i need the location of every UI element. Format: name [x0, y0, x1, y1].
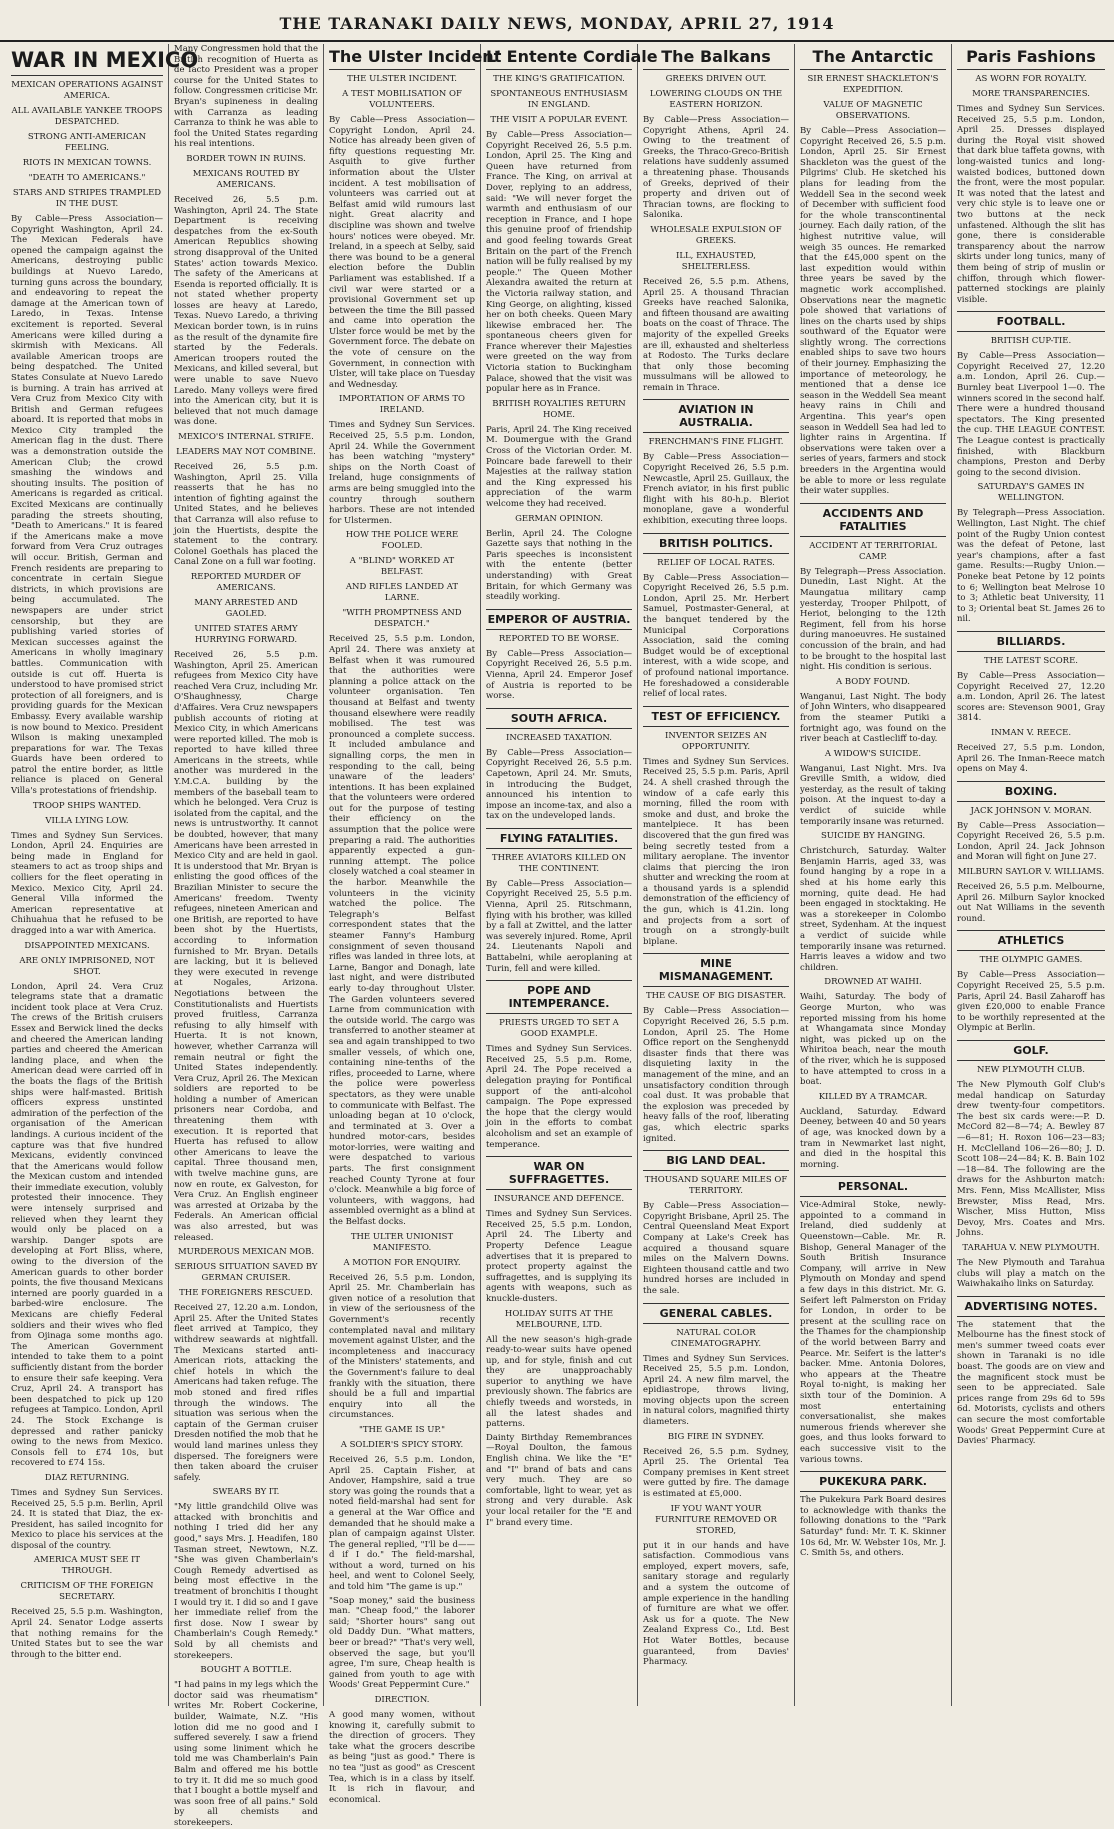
subhead: SERIOUS SITUATION SAVED BY GERMAN CRUISER.: [174, 1262, 318, 1284]
subhead: GREEKS DRIVEN OUT.: [665, 74, 767, 84]
section-heading: MINE MISMANAGEMENT.: [643, 953, 789, 987]
article-body: Times and Sydney Sun Services. London, April 24. Enquiries are being made in England for steamers to act as troop ships and colliers for the fleet operating in Mexico. Mexico City, April 24. General Villa informed the American representative at Chihuahua that he refused to be dragged into a war with America.: [11, 830, 163, 936]
section-heading: ACCIDENTS AND FATALITIES: [800, 503, 946, 537]
subhead: BOUGHT A BOTTLE.: [200, 1665, 292, 1676]
subhead: KILLED BY A TRAMCAR.: [818, 1091, 928, 1102]
subhead: THE FOREIGNERS RESCUED.: [179, 1288, 313, 1299]
subhead: DROWNED AT WAIHI.: [824, 977, 922, 988]
subhead: THOUSAND SQUARE MILES OF TERRITORY.: [644, 1175, 788, 1197]
section-heading: GOLF.: [957, 1040, 1105, 1061]
subhead: "WITH PROMPTNESS AND DESPATCH.": [342, 608, 462, 630]
subhead: MEXICAN OPERATIONS AGAINST AMERICA.: [11, 80, 163, 101]
article-body: Received 26, 5.5 p.m. Sydney, April 25. The Oriental Tea Company premises in Kent street were gutted by fire. The damage is estimated at £5,000.: [643, 1446, 789, 1500]
article-body: By Cable—Press Association—Copyright Received 27, 12.20 a.m. London, April 26. Cup.—Burnley beat Liverpool 1—0. The winners scored in the second half. There were a hundred thousand spectators. The King presented the cup. THE LEAGUE CONTEST. The League contest is practically finished, with Blackburn champions, Preston and Derby going to the second division.: [957, 351, 1105, 478]
article-body: Paris, April 24. The King received M. Doumergue with the Grand Cross of the Victorian Order. M. Poincare bade farewell to their Majesties at the railway station and the King expressed his appreciation of the warm welcome they had received.: [486, 424, 632, 509]
article-body: The Pukekura Park Board desires to acknowledge with thanks the following donations to the "Park Saturday" fund: Mr. T. K. Skinner 10s 6d, Mr. W. Webster 10s, Mr. J. C. Smith 5s, and others.: [800, 1495, 946, 1559]
subhead: RIOTS IN MEXICAN TOWNS.: [22, 158, 152, 168]
subhead: MURDEROUS MEXICAN MOB.: [177, 1247, 315, 1258]
subhead: A TEST MOBILISATION OF VOLUNTEERS.: [342, 89, 462, 110]
advertisement: All the new season's high-grade ready-to-wear suits have opened up, and for style, finish and cut they are unapproachably superior to anything we have previously shown. The fabrics are chiefly tweeds and worsteds, in all the latest shades and patterns.: [486, 1334, 632, 1430]
article-body: By Cable—Press Association—Copyright Received 26, 5.5 p.m. Newcastle, April 25. Guillaux, the French aviator, in his first public flight with his 80-h.p. Bleriot monoplane, gave a wonderful exhibition, executing three loops.: [643, 452, 789, 527]
subhead: THE ULSTER INCIDENT.: [347, 74, 457, 84]
section-heading: BIG LAND DEAL.: [643, 1150, 789, 1171]
article-body: London, April 24. Vera Cruz telegrams state that a dramatic incident took place at Vera Cruz. The crews of the British cruisers Essex and Berwick lined the decks and cheered the American landing parties and cheered the American landing place, and when the American dead were carried off in the boats the flags of the British ships were half-masted. British officers express unstinted admiration of the perfection of the organisation of the American landings. A curious incident of the capture was that five hundred Mexicans, evidently convinced that the Americans would follow the Mexican custom and intended their immediate execution, volubly protested their innocence. They were intensely surprised and relieved when they learnt they would only be placed on a warship. Danger spots are developing at Fort Bliss, where, owing to the diversion of the American guards to other border points, the five thousand Mexicans interned are poorly guarded in a barbed-wire enclosure. The Mexicans are chiefly Federal soldiers and their wives who fled from Ojinaga some months ago. The American Government intended to take them to a point sufficiently distant from the border to ensure their safe keeping. Vera Cruz, April 24. A transport has been despatched to pick up 120 refugees at Tampico. London, April 24. The Stock Exchange is depressed and rather panicky owing to the news from Mexico. Consols fell to £74 10s, but recovered to £74 15s.: [11, 981, 163, 1469]
article-body: By Cable—Press Association—Copyright Received 26, 5.5 p.m. London, April 25. The Home Office report on the Senghenydd disaster finds that there was disquieting laxity in the management of the mine, and an unsatisfactory condition through coal dust. It was probable that the explosion was preceded by heavy falls of the roof, liberating gas, which electric sparks ignited.: [643, 1006, 789, 1144]
subhead: SUICIDE BY HANGING.: [820, 831, 926, 842]
article-body: By Cable—Press Association—Copyright Received 26, 5.5 p.m. Vienna, April 24. Emperor Josef of Austria is reported to be worse.: [486, 648, 632, 702]
subhead: SATURDAY'S GAMES IN WELLINGTON.: [977, 482, 1085, 504]
article-body: Many Congressmen hold that the British recognition of Huerta as de facto President was a proper course for the United States to follow. Congressmen criticise Mr. Bryan's supineness in dealing with Carranza as leading Carranza to think he was able to fool the United States regarding his real intentions.: [174, 44, 318, 150]
section-heading: TEST OF EFFICIENCY.: [643, 706, 789, 727]
subhead: TARAHUA V. NEW PLYMOUTH.: [962, 1242, 1100, 1253]
article-body: "I had pains in my legs which the doctor said was rheumatism" writes Mr. Robert Cockerine, builder, Waimate, N.Z. "His lotion did me no good and I suffered severely. I saw a friend using some liniment which he told me was Chamberlain's Pain Balm and offered me his bottle to try it. It did me so much good that I bought a bottle myself and was soon free of all pains." Sold by all chemists and storekeepers.: [174, 1680, 318, 1828]
subhead: THREE AVIATORS KILLED ON THE CONTINENT.: [491, 852, 627, 874]
column-paris-fashions: [952, 44, 1110, 1706]
subhead: SPONTANEOUS ENTHUSIASM IN ENGLAND.: [490, 89, 628, 110]
subhead: TROOP SHIPS WANTED.: [32, 800, 142, 811]
subhead: BORDER TOWN IN RUINS.: [186, 153, 306, 164]
section-heading: FLYING FATALITIES.: [486, 828, 632, 849]
subhead: SIR ERNEST SHACKLETON'S EXPEDITION.: [807, 74, 939, 95]
subhead: UNITED STATES ARMY HURRYING FORWARD.: [194, 623, 298, 645]
headline-war-in-mexico: WAR IN MEXICO: [11, 44, 163, 76]
article-body: Received 26, 5.5 p.m. London, April 25. Mr. Chamberlain has given notice of a resolution that in view of the seriousness of the Government's recently contemplated naval and military movement against Ulster, and the incompleteness and inaccuracy of the Ministers' statements, and the Government's failure to deal frankly with the situation, there should be a full and impartial enquiry into all the circumstances.: [329, 1272, 475, 1421]
subhead: "THE GAME IS UP.": [358, 1424, 446, 1435]
subhead: SWEARS BY IT.: [212, 1487, 280, 1498]
subhead: BIG FIRE IN SYDNEY.: [667, 1431, 765, 1442]
subhead: DIAZ RETURNING.: [44, 1472, 130, 1483]
section-heading: PERSONAL.: [800, 1176, 946, 1197]
headline-entente-cordiale: L' Entente Cordiale: [486, 44, 632, 70]
article-body: The New Plymouth Golf Club's medal handicap on Saturday drew twenty-four competitors. The best six cards were:—P. D. McCord 82—8—74; A. Bewley 87—6—81; H. Roxon 106—23—83; H. McClelland 106—26—80; J. D. Scott 108—24—84; K. B. Bain 102—18—84. The following are the draws for the Ashburton match: Mrs. Fenn, Miss McAllister, Miss Brewster, Miss Read, Mrs. Wischer, Miss Hutton, Miss Devoy, Mrs. Coates and Mrs. Johns.: [957, 1080, 1105, 1239]
article-body: By Cable—Press Association—Copyright Received 25, 5.5 p.m. Paris, April 24. Basil Zaharoff has given £20,000 to enable France to be worthily represented at the Olympic at Berlin.: [957, 970, 1105, 1034]
subhead: REPORTED TO BE WORSE.: [498, 633, 620, 644]
columns: [6, 44, 1110, 1828]
advertisement: put it in our hands and have satisfaction. Commodious vans employed, expert movers, safe, sanitary storage and regularly and a system the outcome of ample experience in the handling of furniture are what we offer. Ask us for a quote. The New Zealand Express Co., Ltd. Best Hot Water Bottles, because guaranteed, from Davies' Pharmacy.: [643, 1540, 789, 1668]
section-heading: BILLIARDS.: [957, 631, 1105, 652]
article-body: Times and Sydney Sun Services. Received 25, 5.5 p.m. London, April 24. While the Government has been watching "mystery" ships on the North Coast of Ireland, huge consignments of arms are being smuggled into the country through southern harbors. These are not intended for Ulstermen.: [329, 420, 475, 526]
section-heading: ATHLETICS: [957, 930, 1105, 951]
article-body: Vice-Admiral Stoke, newly-appointed to a command in Ireland, died suddenly at Queenstown—Cable. Mr. R. Bishop, General Manager of the South British Insurance Company, will arrive in New Plymouth on Monday and spend a few days in this district. Mr. G. Seifert left Palmerston on Friday for London, in order to be present at the sculling race on the Thames for the championship of the world between Barry and Pearce. Mr. Seifert is the latter's backer. Mme. Antonia Dolores, who appears at the Theatre Royal to-night, is making her sixth tour of the Dominion. A most entertaining conversationalist, she makes numerous friends wherever she goes, and thus looks forward to each successive visit to the various towns.: [800, 1200, 946, 1465]
subhead: MEXICANS ROUTED BY AMERICANS.: [192, 168, 300, 190]
subhead: THE CAUSE OF BIG DISASTER.: [645, 991, 787, 1002]
article-body: Received 26, 5.5 p.m. Athens, April 25. A thousand Thracian Greeks have reached Salonika, and fifteen thousand are awaiting boats on the coast of Thrace. The majority of the expelled Greeks are ill, exhausted and shelterless at Rodosto. The Turks declare that only those becoming mussulmans will be allowed to remain in Thrace.: [643, 276, 789, 393]
subhead: PRIESTS URGED TO SET A GOOD EXAMPLE.: [499, 1018, 619, 1040]
subhead: BRITISH CUP-TIE.: [990, 336, 1072, 347]
subhead: THE LATEST SCORE.: [984, 655, 1078, 666]
subhead: INMAN V. REECE.: [990, 727, 1072, 738]
article-body: Times and Sydney Sun Services. Received 25, 5.5 p.m. London, April 24. A new film marvel, the epidiastrope, throws living, moving objects upon the screen in natural colors, magnified thirty diameters.: [643, 1353, 789, 1428]
subhead: THE KING'S GRATIFICATION.: [493, 74, 625, 84]
subhead: LEADERS MAY NOT COMBINE.: [176, 447, 316, 457]
subhead: A SOLDIER'S SPICY STORY.: [340, 1439, 464, 1450]
section-heading: AVIATION IN AUSTRALIA.: [643, 399, 789, 433]
article-body: By Cable—Press Association—Copyright Received 26, 5.5 p.m. London, April 25. Sir Ernest Shackleton was the guest of the Pilgrims' Club. He sketched his plans for leading from the Weddell Sea in the second week of December with sufficient food for the whole transcontinental journey. Each daily ration, of the highest nutritive value, will weigh 35 ounces. He remarked that the £45,000 spent on the last expedition would within three years be saved by the magnetic work accomplished. Observations near the magnetic pole showed that variations of lines on the charts used by ships southward of the Equator were slightly wrong. The corrections enabled ships to save two hours of their journey. Emphasizing the importance of meteorology, he mentioned that a dense ice season in the Weddell Sea meant heavy rains in Chili and Argentina. This year's open season in Weddell Sea had led to lighter rains in Argentina. If observations were taken over a series of years, farmers and stock breeders in the Argentina would be able to more or less regulate their water supplies.: [800, 126, 946, 497]
subhead: ARE ONLY IMPRISONED, NOT SHOT.: [19, 955, 155, 977]
subhead: INCREASED TAXATION.: [506, 732, 612, 743]
subhead: ACCIDENT AT TERRITORIAL CAMP.: [809, 540, 937, 562]
subhead: STRONG ANTI-AMERICAN FEELING.: [27, 132, 147, 153]
subhead: CRITICISM OF THE FOREIGN SECRETARY.: [20, 1581, 154, 1603]
article-body: Received 27, 12.20 a.m. London, April 25. After the United States fleet arrived at Tampico, they withdrew seawards at nightfall. The Mexicans started anti-American riots, attacking the chief hotels in which the Americans had taken refuge. The mob stoned and fired rifles through the windows. The situation was serious when the captain of the German cruiser Dresden notified the mob that he would land marines unless they dispersed. The foreigners were then taken aboard the cruiser safely.: [174, 1303, 318, 1483]
article-body: By Cable—Press Association—Copyright Received 26, 5.5 p.m. London, April 24. Jack Johnson and Moran will fight on June 27.: [957, 820, 1105, 863]
subhead: JACK JOHNSON V. MORAN.: [970, 805, 1092, 816]
section-heading: SOUTH AFRICA.: [486, 708, 632, 729]
subhead: AMERICA MUST SEE IT THROUGH.: [33, 1555, 141, 1577]
section-heading: BRITISH POLITICS.: [643, 533, 789, 554]
subhead: WHOLESALE EXPULSION OF GREEKS.: [650, 224, 782, 246]
article-body: By Telegraph—Press Association. Wellington, Last Night. The chief point of the Rugby Union contest was the defeat of Petone, last year's champions, after a fast game. Results:—Rugby Union.—Poneke beat Petone by 12 points to 6; Wellington beat Melrose 10 to 3; Athletic beat University, 11 to 3; Oriental beat St. James 26 to nil.: [957, 508, 1105, 625]
article-body: Christchurch, Saturday. Walter Benjamin Harris, aged 33, was found hanging by a rope in a shed at his home early this morning, quite dead. He had been engaged in stocktaking. He was a storekeeper in Colombo street, Sydenham. At the inquest a verdict of suicide while temporarily insane was returned. Harris leaves a widow and two children.: [800, 846, 946, 973]
advertisement: The statement that the Melbourne has the finest stock of men's summer tweed coats ever shown in Taranaki is no idle boast. The goods are on view and the magnificent stock must be seen to be appreciated. Sale prices range from 29s 6d to 59s 6d. Motorists, cyclists and others can secure the most comfortable Woods' Great Peppermint Cure at Davies' Pharmacy.: [957, 1319, 1105, 1447]
article-body: Received 27, 5.5 p.m. London, April 26. The Inman-Reece match opens on May 4.: [957, 742, 1105, 775]
subhead: MILBURN SAYLOR V. WILLIAMS.: [957, 867, 1105, 878]
subhead: AND RIFLES LANDED AT LARNE.: [345, 582, 459, 604]
column-mexico-continued: [169, 44, 324, 1828]
subhead: THE VISIT A POPULAR EVENT.: [490, 115, 628, 125]
article-body: By Cable—Press Association—Copyright Received 27, 12.20 a.m. London, April 26. The latest scores are: Stevenson 9001, Gray 3814.: [957, 670, 1105, 724]
article-body: By Telegraph—Press Association. Dunedin, Last Night. At the Maungatua military camp yesterday, Trooper Philpott, of Heriot, belonging to the 12th Regiment, fell from his horse during manoeuvres. He sustained concussion of the brain, and had to be brought to the hospital last night. His condition is serious.: [800, 566, 946, 673]
article-body: Times and Sydney Sun Services. Received 25, 5.5 p.m. Berlin, April 24. It is stated that Diaz, the ex-President, has sailed incognito for Mexico to place his services at the disposal of the country.: [11, 1487, 163, 1551]
section-heading: EMPEROR OF AUSTRIA.: [486, 609, 632, 630]
column-war-in-mexico: [6, 44, 199, 1706]
masthead-title: THE TARANAKI DAILY NEWS, MONDAY, APRIL 27, 1914: [279, 14, 835, 33]
article-body: By Cable—Press Association—Copyright Brisbane, April 25. The Central Queensland Meat Export Company at Lake's Creek has acquired a thousand square miles on the Malvern Downs. Eighteen thousand cattle and two hundred horses are included in the sale.: [643, 1201, 789, 1296]
advertisement: "Soap money," said the business man. "Cheap food," the laborer said; "Shorter hours" sang out old Daddy Dun. "What matters, beer or bread?" "That's very well, observed the sage, but you'll agree, I'm sure, Cheap health is gained from youth to age with Woods' Great Peppermint Cure.": [329, 1595, 475, 1691]
article-body: Times and Sydney Sun Services. Received 25, 5.5 p.m. Rome, April 24. The Pope received a delegation praying for Pontifical support of the anti-alcohol campaign. The Pope expressed the hope that the clergy would join in the efforts to combat alcoholism and set an example of temperance.: [486, 1044, 632, 1150]
subhead: HOW THE POLICE WERE FOOLED.: [345, 530, 459, 552]
subhead: THE ULTER UNIONIST MANIFESTO.: [350, 1231, 454, 1253]
subhead: DIRECTION.: [374, 1695, 430, 1705]
subhead: THE OLYMPIC GAMES.: [979, 955, 1083, 966]
subhead: INSURANCE AND DEFENCE.: [493, 1194, 625, 1205]
article-body: Times and Sydney Sun Services. Received 25, 5.5 p.m. London, April 25. Dresses displayed during the Royal visit showed that dark blue taffeta gowns, with long-waisted tunics and long-waisted bodices, buttoned down the front, were the most popular. It was noted that the latest and very chic style is to leave one or two buttons at the neck unfastened. Although the slit has gone, there is considerable transparency about the narrow skirts under long tunics, many of them being of strip of muslin or chiffon, through which flower-patterned stockings are plainly visible.: [957, 104, 1105, 305]
subhead: INVENTOR SEIZES AN OPPORTUNITY.: [665, 730, 767, 752]
subhead: GERMAN OPINION.: [515, 513, 603, 524]
subhead: REPORTED MURDER OF AMERICANS.: [190, 571, 302, 593]
headline-antarctic: The Antarctic: [800, 44, 946, 70]
subhead: A WIDOW'S SUICIDE.: [824, 748, 922, 759]
article-body: The New Plymouth and Tarahua clubs will play a match on the Waiwhakaiho links on Saturday.: [957, 1257, 1105, 1290]
subhead: FRENCHMAN'S FINE FLIGHT.: [648, 437, 784, 448]
article-body: Received 26, 5.5 p.m. Washington, April 25. American refugees from Mexico City have reached Vera Cruz, including Mr. O'Shaughnessy, Charge d'Affaires. Vera Cruz newspapers publish accounts of rioting at Mexico City, in which Americans were reported killed. The mob is reported to have killed three Americans in the streets, while another was murdered in the Y.M.C.A. building by the members of the baseball team to which he belonged. Vera Cruz is isolated from the capital, and the news is untrustworthy. It cannot be doubted, however, that many Americans have been arrested in Mexico City and are held in gaol. It is understood that Mr. Bryan is enlisting the good offices of the Brazilian Minister to secure the Americans' freedom. Twenty refugees, nineteen American and one British, are reported to have been shot by the Huertists, according to information furnished to Mr. Bryan. Details are lacking, but it is believed they were executed in revenge at Nogales, Arizona. Negotiations between the Constitutionalists and Huertists proved fruitless, Carranza refusing to ally himself with Huerta. It is not known, however, whether Carranza will remain neutral or fight the United States independently. Vera Cruz, April 26. The Mexican soldiers are reported to be holding a number of American prisoners near Cordoba, and threatening them with execution. It is reported that Huerta has refused to allow other Americans to leave the capital. Three thousand men, with twelve machine guns, are now en route, ex Galveston, for Vera Cruz. An English engineer was arrested at Orizaba by the Federals. An American official was also arrested, but was released.: [174, 649, 318, 1243]
article-body: By Cable—Press Association—Copyright Received 26, 5.5 p.m. London, April 25. The King and Queen have returned from France. The King, on arrival at Dover, replying to an address, said: "We will never forget the warmth and enthusiasm of our reception in France, and I hope this genuine proof of friendship and good feeling towards Great Britain on the part of the French nation will be fully realised by my people." The Queen Mother Alexandra awaited the return at the Victoria railway station, and King George, on alighting, kissed her on both cheeks. Queen Mary likewise embraced her. The spontaneous cheers given for France wherever their Majesties were greeted on the way from Victoria station to Buckingham Palace, showed that the visit was popular here as in France.: [486, 130, 632, 395]
section-heading: ADVERTISING NOTES.: [957, 1296, 1105, 1317]
article-body: By Cable—Press Association—Copyright Washington, April 24. The Mexican Federals have opened the campaign against the Americans, destroying public buildings at Nuevo Laredo, turning guns across the boundary, and endeavoring to repeat the damage at the American town of Laredo, in Texas. Intense excitement is reported. Several Americans were killed during a skirmish with Mexicans. All available American troops are being despatched. The United States Consulate at Nuevo Laredo is burning. A train has arrived at Vera Cruz from Mexico City with British and German refugees aboard. It is reported that mobs in Mexico City trampled the American flag in the dust. There was a demonstration outside the American Club; the crowd smashing the windows and shouting insults. The position of Americans is regarded as critical. Excited Mexicans are continually parading the streets shouting, "Death to Americans." It is feared if the Americans make a move forward from Vera Cruz outrages will occur. British, German and French residents are preparing to concentrate in certain Siegue districts, in which provisions are being accumulated. The newspapers are under strict censorship, but they are publishing varied stories of Mexican successes against the Americans in wholly imaginary battles. Communication with outside is cut off. Huerta is understood to have promised strict protection of all foreigners, and is providing guards for the Mexican Embassy. Every available warship is now bound to Mexico. President Wilson is making unexampled preparations for war. The Texas Guards have been ordered to patrol the entire border, as little reliance is placed on General Villa's protestations of friendship.: [11, 214, 163, 797]
column-ulster-incident: [324, 44, 502, 1805]
subhead: ALL AVAILABLE YANKEE TROOPS DESPATCHED.: [11, 106, 163, 127]
subhead: "DEATH TO AMERICANS.": [28, 173, 146, 183]
headline-paris-fashions: Paris Fashions: [957, 44, 1105, 70]
column-antarctic: [795, 44, 952, 1706]
subhead: AS WORN FOR ROYALTY.: [975, 74, 1087, 84]
subhead: RELIEF OF LOCAL RATES.: [657, 557, 775, 568]
article-body: By Cable—Press Association—Copyright London, April 24. Notice has already been given of fifty questions requesting Mr. Asquith to give further information about the Ulster incident. A test mobilisation of volunteers was carried out at Belfast amid wild rumours last night. Great alacrity and discipline was shown and twelve hours' notices were obeyed. Mr. Ireland, in a speech at Selby, said there was bound to be a general election before the Dublin Parliament was established. If a civil war were started or a provisional Government set up between the time the Bill passed and came into operation the Ulster force would be met by the Government force. The debate on the vote of censure on the Government, in connection with Ulster, will take place on Tuesday and Wednesday.: [329, 115, 475, 390]
subhead: DISAPPOINTED MEXICANS.: [24, 940, 150, 951]
article-body: Received 25, 5.5 p.m. London, April 24. There was anxiety at Belfast when it was rumoured that the authorities were planning a police attack on the volunteer organisation. Ten thousand at Belfast and twenty thousand elsewhere were readily mobilised. The test was pronounced a complete success. It included ambulance and signalling corps, the men in responding to the call, being unaware of the leaders' intentions. It has been explained that the volunteers were ordered out for the purpose of testing their efficiency on the assumption that the police were preparing a raid. The authorities apparently expected a gun-running attempt. The police closely watched a coal steamer in the harbor. Meanwhile the volunteers in the vicinity watched the police. The Telegraph's Belfast correspondent states that the steamer Fanny's Hamburg consignment of seven thousand rifles was landed in three lots, at Larne, Bangor and Donagh, late last night, and were distributed early to-day throughout Ulster. The Garden volunteers severed Larne from communication with the outside world. The cargo was transferred to another steamer at sea and again transhipped to two smaller vessels, of which one, containing nine-tenths of the rifles, proceeded to Larne, where the police were powerless spectators, as they were unable to communicate with Belfast. The unloading began at 10 o'clock, and terminated at 3. Over a hundred motor-cars, besides motor-lorries, were waiting and were despatched to various parts. The first consignment reached County Tyrone at four o'clock. Meanwhile a big force of volunteers, with waggons, had assembled overnight as a blind at the Belfast docks.: [329, 634, 475, 1228]
subhead: IMPORTATION OF ARMS TO IRELAND.: [339, 394, 465, 416]
article-body: "My little grandchild Olive was attacked with bronchitis and nothing I tried did her any good," says Mrs. J. Headifen, 180 Tasman street, Newtown, N.Z. "She was given Chamberlain's Cough Remedy advertised as being most effective in the treatment of bronchitis I thought I would try it. I did so and I gave her immediate relief from the first dose. Now I swear by Chamberlain's Cough Remedy." Sold by all chemists and storekeepers.: [174, 1502, 318, 1661]
subhead: NEW PLYMOUTH CLUB.: [977, 1065, 1085, 1075]
article-body: Wanganui, Last Night. The body of John Winters, who disappeared from the steamer Putiki a fortnight ago, was found on the river beach at Castlecliff to-day.: [800, 691, 946, 745]
advertisement: A good many women, without knowing it, carefully submit to the direction of grocers. They take what the grocers describe as being "just as good." There is no tea "just as good" as Crescent Tea, which is in a class by itself. It is rich in flavour, and economical.: [329, 1710, 475, 1805]
subhead: MORE TRANSPARENCIES.: [972, 89, 1090, 99]
article-body: By Cable—Press Association—Copyright Athens, April 24. Owing to the treatment of Greeks, the Thraco-Greco-British relations have suddenly assumed a threatening phase. Thousands of Greeks, deprived of their property and driven out of Thracian towns, are flocking to Salonika.: [643, 115, 789, 221]
subhead: A MOTION FOR ENQUIRY.: [343, 1257, 461, 1268]
article-body: By Cable—Press Association—Copyright Received 26, 5.5 p.m. Capetown, April 24. Mr. Smuts, in introducing the Budget, announced his intention to impose an income-tax, and also a tax on the undeveloped lands.: [486, 747, 632, 822]
subhead: A "BLIND" WORKED AT BELFAST.: [349, 556, 455, 578]
article-body: Received 26, 5.5 p.m. Washington, April 24. The State Department is receiving despatches from the ex-South American Republics showing strong disapproval of the United States' action towards Mexico. The safety of the Americans at Esenda is reported officially. It is not stated whether property losses are heavy at Laredo, Texas. Nuevo Laredo, a thriving Mexican border town, is in ruins as the result of the dynamite fire started by the Federals. American troopers routed the Mexicans, and killed several, but were unable to save Nuevo Laredo. Many volleys were fired into the American city, but it is believed that not much damage was done.: [174, 194, 318, 428]
article-body: By Cable—Press Association—Copyright Received 25, 5.5 p.m. Vienna, April 25. Ritschmann, flying with his brother, was killed by a fall at Zwittel, and the latter was severely injured. Rome, April 24. Lieutenants Napoli and Battabelni, while aeroplaning at Turin, fell and were killed.: [486, 878, 632, 974]
subhead: HOLIDAY SUITS AT THE MELBOURNE, LTD.: [504, 1308, 614, 1330]
article-body: Received 26, 5.5 p.m. London, April 25. Captain Fisher, at Andover, Hampshire, said a true story was going the rounds that a noted field-marshal had sent for a general at the War Office and demanded that he should make a plan of campaign against Ulster. The general replied, "I'll be d——d if I do." The field-marshal, without a word, turned on his heel, and went to Colonel Seely, and told him "The game is up.": [329, 1454, 475, 1593]
section-heading: BOXING.: [957, 781, 1105, 802]
subhead: IF YOU WANT YOUR FURNITURE REMOVED OR STORED,: [655, 1503, 777, 1536]
subhead: NATURAL COLOR CINEMATOGRAPHY.: [670, 1327, 762, 1349]
section-heading: PUKEKURA PARK.: [800, 1471, 946, 1492]
headline-ulster-incident: The Ulster Incident: [329, 44, 475, 70]
subhead: A BODY FOUND.: [835, 676, 911, 687]
advertisement: Dainty Birthday Remembrances—Royal Doulton, the famous English china. We like the "E" and "I" brand of bats and cans very much. They are so comfortable, light to wear, yet as strong and very durable. Ask your local retailer for the "E and I" brand every time.: [486, 1432, 632, 1528]
article-body: Wanganui, Last Night. Mrs. Iva Greville Smith, a widow, died yesterday, as the result of taking poison. At the inquest to-day a verdict of suicide while temporarily insane was returned.: [800, 763, 946, 827]
article-body: Received 25, 5.5 p.m. Washington, April 24. Senator Lodge asserts that nothing remains for the United States but to see the war through to the bitter end.: [11, 1607, 163, 1660]
section-heading: POPE AND INTEMPERANCE.: [486, 980, 632, 1014]
section-heading: FOOTBALL.: [957, 311, 1105, 332]
section-heading: WAR ON SUFFRAGETTES.: [486, 1156, 632, 1190]
column-entente-cordiale: [481, 44, 658, 1706]
article-body: Berlin, April 24. The Cologne Gazette says that nothing in the Paris speeches is inconsistent with the entente (better understanding) with Great Britain, for which Germany was steadily working.: [486, 528, 632, 603]
article-body: Times and Sydney Sun Services. Received 25, 5.5 p.m. London, April 24. The Liberty and Property Defence League advertises that it is prepared to protect property against the suffragettes, and is supplying its agents with weapons, such as knuckle-dusters.: [486, 1209, 632, 1304]
section-heading: GENERAL CABLES.: [643, 1303, 789, 1324]
column-balkans: [638, 44, 795, 1706]
subhead: VILLA LYING LOW.: [45, 815, 129, 826]
subhead: STARS AND STRIPES TRAMPLED IN THE DUST.: [12, 188, 162, 209]
subhead: BRITISH ROYALTIES RETURN HOME.: [492, 398, 626, 420]
headline-balkans: The Balkans: [643, 44, 789, 70]
subhead: ILL, EXHAUSTED, SHELTERLESS.: [676, 250, 756, 272]
article-body: Received 26, 5.5 p.m. Washington, April 25. Villa reasserts that he has no intention of fighting against the United States, and he believes that Carranza will also refuse to join the Huertists, despite the statement to the contrary. Colonel Goethals has placed the Canal Zone on a full war footing.: [174, 462, 318, 568]
article-body: By Cable—Press Association—Copyright Received 26, 5.5 p.m. London, April 25. Mr. Herbert Samuel, Postmaster-General, at the banquet tendered by the Municipal Corporations Association, said the coming Budget would be of exceptional interest, with a wide scope, and of profound national importance. He foreshadowed a considerable relief of local rates.: [643, 572, 789, 700]
article-body: Waihi, Saturday. The body of George Murton, who was reported missing from his home at Whangamata since Monday night, was picked up on the Whiritoa beach, near the mouth of the river, which he is supposed to have attempted to cross in a boat.: [800, 992, 946, 1088]
subhead: LOWERING CLOUDS ON THE EASTERN HORIZON.: [649, 89, 783, 110]
article-body: Times and Sydney Sun Services. Received 25, 5.5 p.m. Paris, April 24. A shell crashed through the window of a cafe early this morning, filled the room with smoke and dust, and broke the mantelpiece. It has been discovered that the gun fired was being secretly tested from a military aeroplane. The inventor claims that piercing the iron shutter and wrecking the room at a thousand yards is a splendid demonstration of the efficiency of the gun, which is 41.2in. long and projects from a sort of trough on a strongly-built biplane.: [643, 756, 789, 947]
masthead: [0, 0, 1114, 42]
article-body: Received 26, 5.5 p.m. Melbourne, April 26. Milburn Saylor knocked out Nat Williams in the seventh round.: [957, 882, 1105, 924]
subhead: MEXICO'S INTERNAL STRIFE.: [178, 432, 314, 442]
article-body: Auckland, Saturday. Edward Deeney, between 40 and 50 years of age, was knocked down by a tram in Newmarket last night, and died in the hospital this morning.: [800, 1106, 946, 1170]
subhead: MANY ARRESTED AND GAOLED.: [194, 597, 298, 619]
subhead: VALUE OF MAGNETIC OBSERVATIONS.: [823, 100, 923, 121]
